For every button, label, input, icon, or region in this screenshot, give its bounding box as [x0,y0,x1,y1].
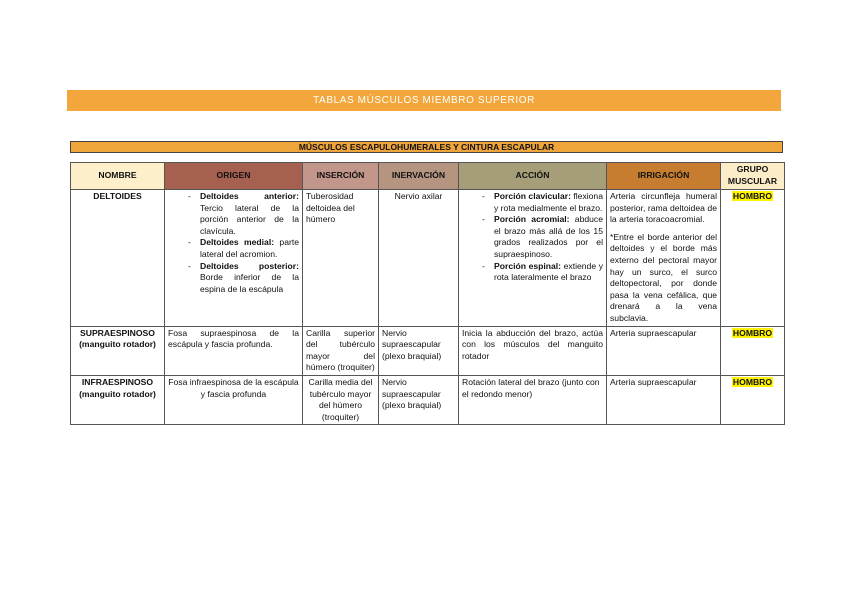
table-row [71,190,785,327]
list-item: - Deltoides anterior: Tercio lateral de la porción anterior de la clavícula. [168,191,299,237]
list-item: - Porción acromial: abduce el brazo más allá de los 15 grados realizados por el supraespinoso. [462,214,603,260]
cell-origen: Fosa supraespinosa de la escápula y fascia profunda. [165,326,303,375]
cell-irrigacion: Arteria supraescapular [607,326,721,375]
header-grupo: GRUPO MUSCULAR [721,163,785,190]
header-accion: ACCIÓN [459,163,607,190]
irrigacion-text: Arteria circunfleja humeral posterior, rama deltoidea de la arteria toracoacromial. [610,191,717,225]
grupo-badge: HOMBRO [732,376,773,387]
cell-insercion: Tuberosidad deltoidea del húmero [303,190,379,327]
page-title-banner [67,90,781,111]
page-title: TABLAS MÚSCULOS MIEMBRO SUPERIOR [313,95,535,106]
table-row [71,326,785,375]
section-title: MÚSCULOS ESCAPULOHUMERALES Y CINTURA ESCAPULAR [298,142,555,152]
cell-grupo [721,326,785,375]
cell-nombre: SUPRAESPINOSO (manguito rotador) [71,326,165,375]
header-inervacion: INERVACIÓN [379,163,459,190]
header-row [71,163,785,190]
grupo-badge: HOMBRO [732,191,773,201]
cell-origen: Fosa infraespinosa de la escápula y fascia profunda [165,375,303,424]
cell-irrigacion: Arteria supraescapular [607,375,721,424]
list-item: - Porción espinal: extiende y rota lateralmente el brazo [462,261,603,284]
cell-irrigacion [607,190,721,327]
table-row [71,375,785,424]
muscles-table [70,162,785,425]
header-insercion: INSERCIÓN [303,163,379,190]
cell-inervacion: Nervio axilar [379,190,459,327]
cell-nombre: INFRAESPINOSO (manguito rotador) [71,375,165,424]
cell-origen [165,190,303,327]
cell-grupo [721,375,785,424]
list-item: - Deltoides medial: parte lateral del acromion. [168,237,299,260]
cell-accion: Inicia la abducción del brazo, actúa con los músculos del manguito rotador [459,326,607,375]
header-irrigacion: IRRIGACIÓN [607,163,721,190]
cell-inervacion: Nervio supraescapular (plexo braquial) [379,375,459,424]
cell-accion [459,190,607,327]
header-nombre: NOMBRE [71,163,165,190]
cell-nombre: DELTOIDES [71,190,165,327]
cell-insercion: Carilla superior del tubérculo mayor del húmero (troquiter) [303,326,379,375]
irrigacion-note: *Entre el borde anterior del deltoides y el borde más externo del pectoral mayor hay un surco, el surco deltopectoral, por donde pasa la vena cefálica, que drenará a la vena subclavia. [610,231,717,323]
grupo-badge: HOMBRO [732,327,773,338]
section-title-banner [70,141,783,153]
cell-inervacion: Nervio supraescapular (plexo braquial) [379,326,459,375]
cell-grupo [721,190,785,327]
list-item: - Deltoides posterior: Borde inferior de la espina de la escápula [168,261,299,296]
cell-insercion: Carilla media del tubérculo mayor del húmero (troquiter) [303,375,379,424]
list-item: - Porción clavicular: flexiona y rota medialmente el brazo. [462,191,603,214]
header-origen: ORIGEN [165,163,303,190]
cell-accion: Rotación lateral del brazo (junto con el redondo menor) [459,375,607,424]
